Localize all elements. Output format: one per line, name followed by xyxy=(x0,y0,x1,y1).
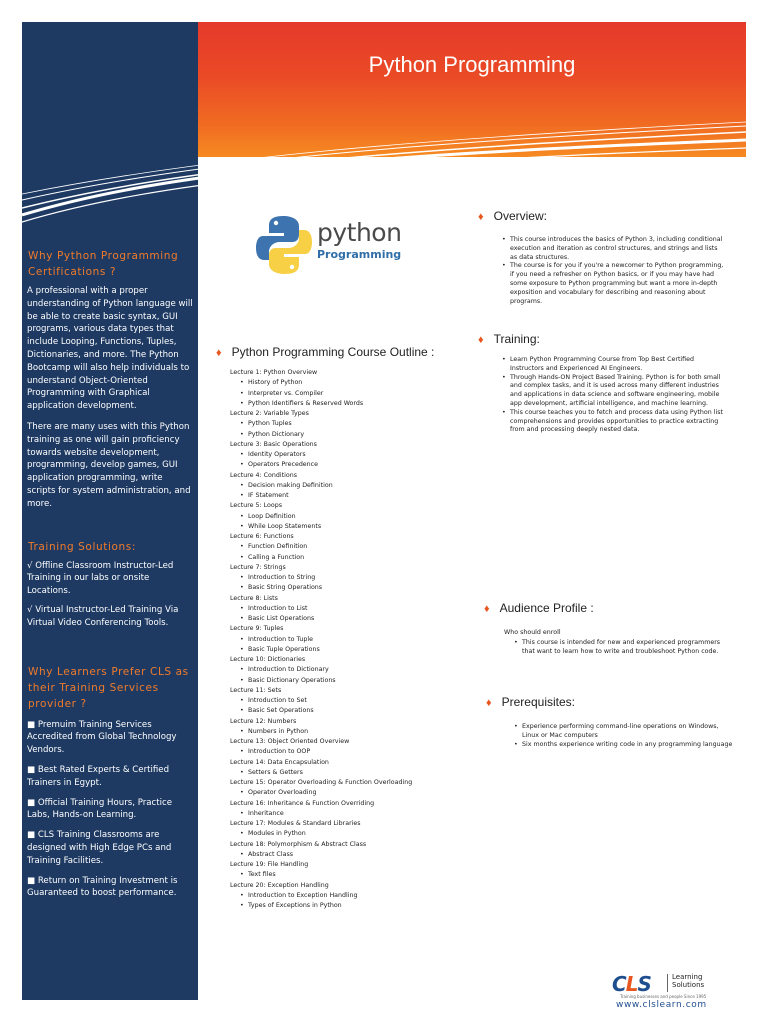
audience-block xyxy=(504,629,730,656)
cls-logo xyxy=(610,970,725,1012)
lecture-title: Lecture 17: Modules & Standard Libraries xyxy=(230,820,361,827)
lecture-topic: • Inheritance xyxy=(230,809,460,819)
page-title: Python Programming xyxy=(368,52,576,77)
lecture-title: Lecture 3: Basic Operations xyxy=(230,440,317,448)
python-snakes-icon xyxy=(255,214,313,276)
lecture-topic: • Operator Overloading xyxy=(230,788,460,798)
why-heading: Why Python Programming Certifications ? xyxy=(28,250,179,278)
list-item: • The course is for you if you're a newcomer to Python programming, if you need a refresher on Python basics, or if you may have had some exposure to Python programming but want a more in-depth exposition and vocabulary for describing and reasoning about programs. xyxy=(500,262,724,306)
prefer-item: ■ Best Rated Experts & Certified Trainers in Egypt. xyxy=(27,764,170,788)
training-title xyxy=(478,332,540,346)
bullet-icon: ♦ xyxy=(486,697,492,709)
training-title-text: Training: xyxy=(493,332,540,346)
lecture-topic: • Calling a Function xyxy=(230,553,460,563)
list-item: • Through Hands-ON Project Based Training. Python is for both small and complex tasks, and it is used across many different industries and applications in data science and software engineering, mobile app development, artificial intelligence, and machine learning. xyxy=(500,374,724,409)
overview-list xyxy=(500,236,724,306)
solutions-heading: Training Solutions: xyxy=(28,540,136,553)
lecture-topic: • Operators Precedence xyxy=(230,460,460,470)
lecture-title: Lecture 18: Polymorphism & Abstract Class xyxy=(230,840,367,848)
list-item: • This course is intended for new and experienced programmers that want to learn how to write and troubleshoot Python code. xyxy=(512,639,730,657)
lecture-topic: • Introduction to List xyxy=(230,604,460,614)
python-logo xyxy=(255,210,402,280)
lecture-topic: • While Loop Statements xyxy=(230,522,460,532)
lecture-topic: • Basic Tuple Operations xyxy=(230,645,460,655)
sidebar xyxy=(22,22,198,1000)
cls-tagline: Training businesses and people Since 1995 xyxy=(620,994,707,999)
prefer-item: ■ Official Training Hours, Practice Labs, Hands-on Learning. xyxy=(27,797,173,821)
lecture-topic: • Setters & Getters xyxy=(230,768,460,778)
lecture-title: Lecture 14: Data Encapsulation xyxy=(230,758,329,766)
lecture-title: Lecture 4: Conditions xyxy=(230,471,297,479)
lecture-topic: • Numbers in Python xyxy=(230,727,460,737)
list-item: • Experience performing command-line operations on Windows, Linux or Mac computers xyxy=(512,723,736,741)
solution-item: √ Offline Classroom Instructor-Led Training in our labs or onsite Locations. xyxy=(27,560,174,597)
why-paragraph-1: A professional with a proper understanding of Python language will be able to create basic syntax, GUI programs, various data types that include Looping, Functions, Tuples, Dictionaries, and more. The Python Bootcamp will also help individuals to understand Object-Oriented Programming with Graphical application development. xyxy=(27,286,193,412)
lecture-title: Lecture 19: File Handling xyxy=(230,861,309,868)
lecture-title: Lecture 12: Numbers xyxy=(230,717,297,725)
lecture-topic: • Types of Exceptions in Python xyxy=(230,901,460,911)
lecture-title: Lecture 2: Variable Types xyxy=(230,410,309,417)
prereq-title xyxy=(486,695,575,709)
website-link[interactable]: www.clslearn.com xyxy=(616,1000,707,1010)
lecture-topic: • Basic String Operations xyxy=(230,583,460,593)
lecture-topic: • Introduction to String xyxy=(230,573,460,583)
lecture-topic: • Modules in Python xyxy=(230,829,460,839)
lecture-topic: • IF Statement xyxy=(230,491,460,501)
lecture-topic: • Loop Definition xyxy=(230,512,460,522)
lecture-title: Lecture 8: Lists xyxy=(230,594,278,602)
lecture-topic: • Identity Operators xyxy=(230,450,460,460)
list-item: • This course introduces the basics of Python 3, including conditional execution and iteration as control structures, and strings and lists as data structures. xyxy=(500,236,724,262)
lecture-topic: • Introduction to Set xyxy=(230,696,460,706)
lecture-title: Lecture 5: Loops xyxy=(230,502,283,510)
header-banner xyxy=(198,22,746,157)
audience-lead: Who should enroll xyxy=(504,629,561,636)
prefer-item: ■ Return on Training Investment is Guaranteed to boost performance. xyxy=(27,875,178,899)
lecture-topic: • Basic Set Operations xyxy=(230,706,460,716)
logo-programming-text: Programming xyxy=(317,248,402,261)
lecture-topic: • Basic Dictionary Operations xyxy=(230,676,460,686)
prefer-item: ■ CLS Training Classrooms are designed with High Edge PCs and Training Facilities. xyxy=(27,830,172,866)
lecture-topic: • Function Definition xyxy=(230,542,460,552)
outline-title-text: Python Programming Course Outline : xyxy=(231,345,435,359)
lecture-title: Lecture 13: Object Oriented Overview xyxy=(230,738,350,745)
lecture-topic: • Text files xyxy=(230,870,460,880)
list-item: • This course teaches you to fetch and process data using Python list comprehensions and provides opportunities to practice extracting from and processing deeply nested data. xyxy=(500,409,724,435)
prereq-title-text: Prerequisites: xyxy=(501,695,575,709)
lecture-title: Lecture 10: Dictionaries xyxy=(230,656,306,663)
lecture-title: Lecture 7: Strings xyxy=(230,563,286,571)
bullet-icon: ♦ xyxy=(216,347,222,359)
lecture-topic: • Python Dictionary xyxy=(230,430,460,440)
lecture-title: Lecture 20: Exception Handling xyxy=(230,881,329,889)
lecture-title: Lecture 9: Tuples xyxy=(230,625,284,633)
cls-brand-subtitle: Learning Solutions xyxy=(672,973,705,989)
bullet-icon: ♦ xyxy=(478,334,484,346)
lecture-title: Lecture 15: Operator Overloading & Function Overloading xyxy=(230,779,413,786)
lecture-topic: • Basic List Operations xyxy=(230,614,460,624)
solution-item: √ Virtual Instructor-Led Training Via Virtual Video Conferencing Tools. xyxy=(27,604,179,628)
lecture-topic: • Abstract Class xyxy=(230,850,460,860)
course-outline xyxy=(230,368,460,911)
overview-title-text: Overview: xyxy=(493,209,547,223)
bullet-icon: ♦ xyxy=(478,211,484,223)
lecture-topic: • Python Tuples xyxy=(230,419,460,429)
overview-title xyxy=(478,209,547,223)
lecture-title: Lecture 11: Sets xyxy=(230,686,282,694)
lecture-topic: • Interpreter vs. Compiler xyxy=(230,389,460,399)
logo-python-text: python xyxy=(317,218,402,247)
lecture-title: Lecture 1: Python Overview xyxy=(230,369,318,376)
list-item: • Learn Python Programming Course from Top Best Certified Instructors and Experienced AI Engineers. xyxy=(500,356,724,374)
list-item: • Six months experience writing code in any programming language xyxy=(512,741,736,750)
lecture-topic: • Python Identifiers & Reserved Words xyxy=(230,399,460,409)
training-list xyxy=(500,356,724,435)
logo-divider xyxy=(667,974,668,992)
lecture-topic: • Introduction to OOP xyxy=(230,747,460,757)
bullet-icon: ♦ xyxy=(484,603,490,615)
prefer-heading: Why Learners Prefer CLS as their Training Services provider ? xyxy=(28,665,189,710)
lecture-topic: • Introduction to Exception Handling xyxy=(230,891,460,901)
why-paragraph-2: There are many uses with this Python training as one will gain proficiency towards website development, programming, develop games, GUI application programming, write scripts for system administration, and more. xyxy=(27,421,191,509)
outline-title xyxy=(216,345,434,359)
lecture-topic: • Introduction to Dictionary xyxy=(230,665,460,675)
lecture-topic: • Decision making Definition xyxy=(230,481,460,491)
lecture-topic: • History of Python xyxy=(230,378,460,388)
audience-title-text: Audience Profile : xyxy=(499,601,594,615)
cls-brand-letters: CLS xyxy=(612,972,651,996)
lecture-title: Lecture 16: Inheritance & Function Overriding xyxy=(230,799,375,807)
lecture-topic: • Introduction to Tuple xyxy=(230,635,460,645)
prefer-item: ■ Premuim Training Services Accredited from Global Technology Vendors. xyxy=(27,719,177,756)
lecture-title: Lecture 6: Functions xyxy=(230,533,294,540)
audience-title xyxy=(484,601,594,615)
prereq-list xyxy=(512,723,736,749)
